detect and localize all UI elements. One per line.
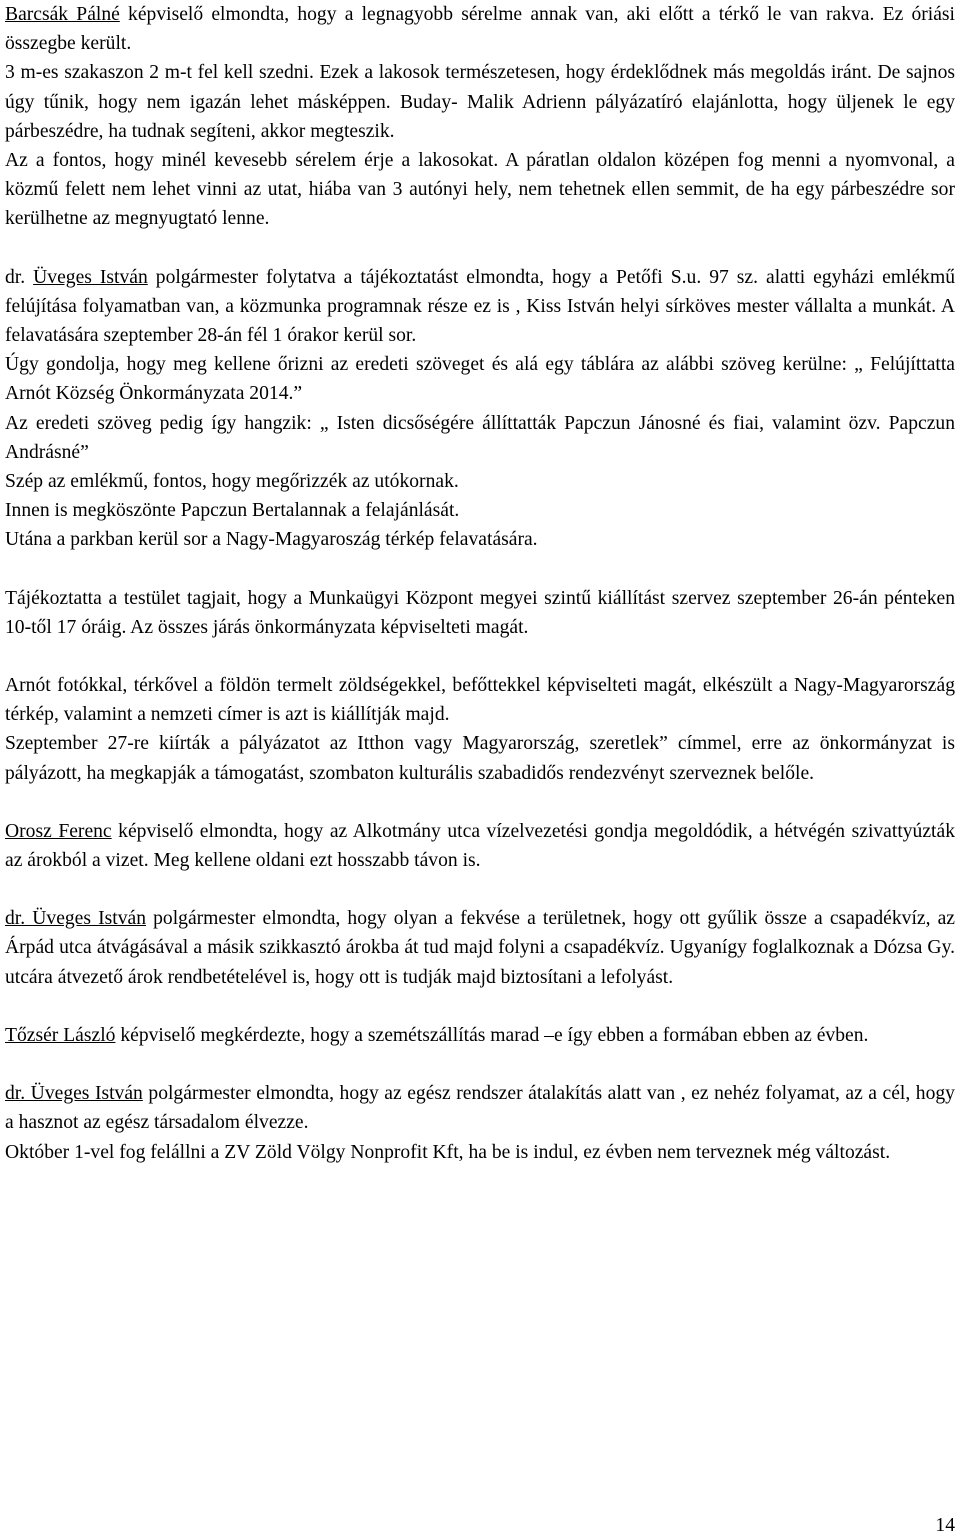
paragraph: Utána a parkban kerül sor a Nagy-Magyaroszág térkép felavatására. bbox=[5, 529, 538, 551]
paragraph: Tájékoztatta a testület tagjait, hogy a Munkaügyi Központ megyei szintű kiállítást szervez szeptember 26-án pénteken 10-től 17 óráig. Az összes járás önkormányzata képviselteti magát. bbox=[5, 587, 955, 638]
paragraph bbox=[5, 263, 955, 351]
paragraph-text: polgármester elmondta, hogy az egész rendszer átalakítás alatt van , ez nehéz folyamat, az a cél, hogy a hasznot az egész társadalom élvezze. bbox=[5, 1083, 955, 1134]
paragraph: 3 m-es szakaszon 2 m-t fel kell szedni. Ezek a lakosok természetesen, hogy érdeklődnek más megoldás iránt. De sajnos úgy tűnik, hogy nem igazán lehet másképpen. Buday- Malik Adrienn pályázatíró elajánlotta, hogy üljenek le egy párbeszédre, ha tudnak segíteni, akkor megteszik. bbox=[5, 62, 955, 142]
paragraph bbox=[5, 1079, 955, 1137]
paragraph: Úgy gondolja, hogy meg kellene őrizni az eredeti szöveget és alá egy táblára az alábbi szöveg kerülne: „ Felújíttatta Arnót Község Önkormányzata 2014.” bbox=[5, 354, 955, 405]
paragraph-text: polgármester elmondta, hogy olyan a fekvése a területnek, hogy ott gyűlik össze a csapadékvíz, az Árpád utca átvágásával a másik szikkasztó árokba át tud majd folyni a csapadékvíz. Ugyanígy foglalkoznak a Dózsa Gy. utcára átvezető árok rendbetételével is, hogy ott is tudják majd biztosítani a lefolyást. bbox=[5, 908, 955, 988]
paragraph-gap bbox=[5, 992, 955, 1021]
speaker-name: Orosz Ferenc bbox=[5, 820, 112, 842]
speaker-prefix: dr. bbox=[5, 266, 34, 288]
paragraph: Az a fontos, hogy minél kevesebb sérelem érje a lakosokat. A páratlan oldalon középen fog menni a nyomvonal, a közmű felett nem lehet vinni az utat, hiába van 3 autónyi hely, nem tehetnek ellen semmit, de ha egy párbeszédre sor kerülhetne az megnyugtató lenne. bbox=[5, 150, 955, 230]
paragraph-gap bbox=[5, 875, 955, 904]
paragraph-gap bbox=[5, 1050, 955, 1079]
speaker-name: Tőzsér László bbox=[5, 1024, 116, 1046]
paragraph: Szép az emlékmű, fontos, hogy megőrizzék az utókornak. bbox=[5, 471, 459, 493]
paragraph: Arnót fotókkal, térkővel a földön termelt zöldségekkel, befőttekkel képviselteti magát, elkészült a Nagy-Magyarország térkép, valamint a nemzeti címer is azt is kiállítják majd. bbox=[5, 675, 955, 726]
paragraph: Október 1-vel fog felállni a ZV Zöld Völgy Nonprofit Kft, ha be is indul, ez évben nem terveznek még változást. bbox=[5, 1141, 891, 1163]
paragraph bbox=[5, 1021, 955, 1050]
speaker-name: Barcsák Pálné bbox=[5, 4, 120, 25]
paragraph-text: képviselő elmondta, hogy a legnagyobb sérelme annak van, aki előtt a térkő le van rakva. Ez óriási összegbe került. bbox=[5, 4, 955, 55]
paragraph-text: képviselő elmondta, hogy az Alkotmány utca vízelvezetési gondja megoldódik, a hétvégén szivattyúzták az árokból a vizet. Meg kellene oldani ezt hosszabb távon is. bbox=[5, 820, 955, 872]
paragraph-text: polgármester folytatva a tájékoztatást elmondta, hogy a Petőfi S.u. 97 sz. alatti egyházi emlékmű felújítása folyamatban van, a közmunka programnak része ez is , Kiss István helyi sírköves mester vállalta a munkát. A felavatására szeptember 28-án fél 1 órakor kerül sor. bbox=[5, 266, 955, 347]
paragraph-gap bbox=[5, 234, 955, 263]
paragraph: Innen is megköszönte Papczun Bertalannak a felajánlását. bbox=[5, 500, 460, 522]
speaker-name: dr. Üveges István bbox=[5, 1083, 143, 1105]
document-page bbox=[5, 0, 955, 1167]
paragraph-gap bbox=[5, 642, 955, 671]
paragraph-gap bbox=[5, 555, 955, 584]
paragraph-gap bbox=[5, 788, 955, 817]
paragraph bbox=[5, 0, 955, 58]
speaker-name: Üveges István bbox=[33, 266, 148, 288]
paragraph: Az eredeti szöveg pedig így hangzik: „ Isten dicsőségére állíttatták Papczun Jánosné és fiai, valamint özv. Papczun Andrásné” bbox=[5, 412, 955, 463]
paragraph-text: képviselő megkérdezte, hogy a szemétszállítás marad –e így ebben a formában ebben az évben. bbox=[115, 1024, 869, 1046]
page-number: 14 bbox=[935, 1515, 955, 1536]
paragraph bbox=[5, 904, 955, 992]
paragraph bbox=[5, 817, 955, 875]
paragraph: Szeptember 27-re kiírták a pályázatot az Itthon vagy Magyarország, szeretlek” címmel, erre az önkormányzat is pályázott, ha megkapják a támogatást, szombaton kulturális szabadidős rendezvényt szerveznek belőle. bbox=[5, 733, 955, 784]
speaker-name: dr. Üveges István bbox=[5, 908, 146, 930]
